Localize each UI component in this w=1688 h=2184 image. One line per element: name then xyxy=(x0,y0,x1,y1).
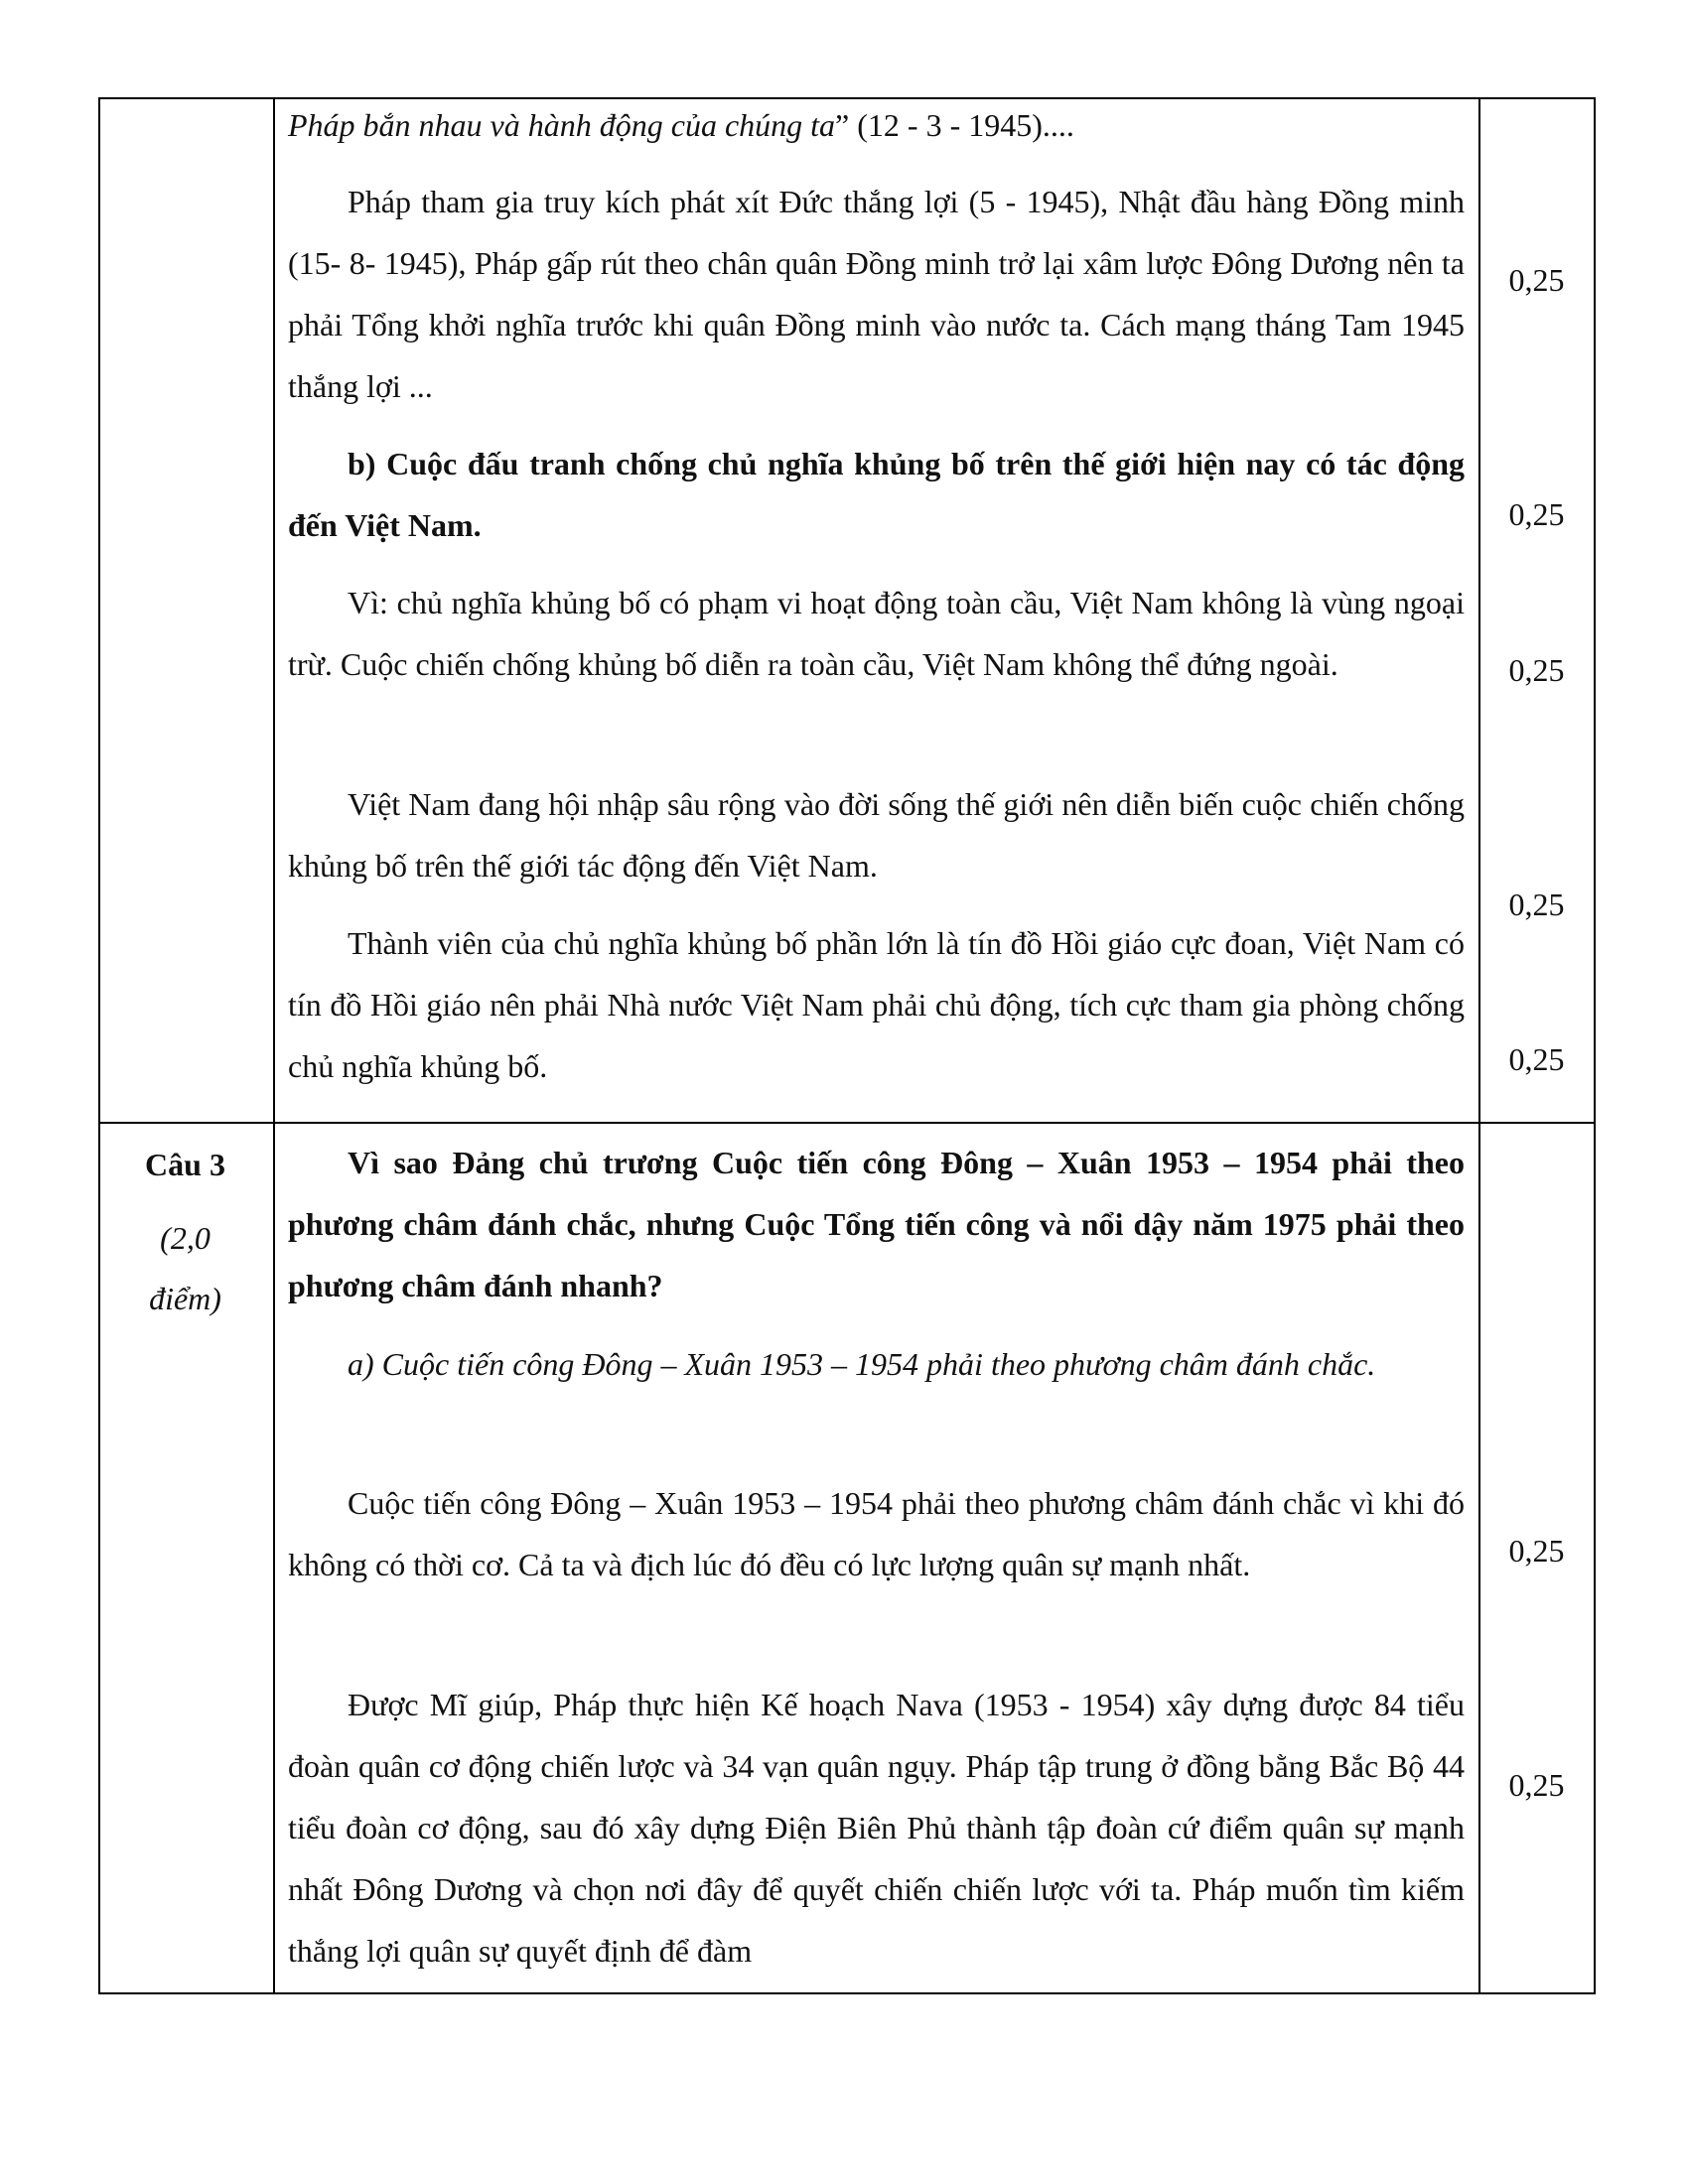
paragraph-no-opportunity: Cuộc tiến công Đông – Xuân 1953 – 1954 phải theo phương châm đánh chắc vì khi đó không có thời cơ. Cả ta và địch lúc đó đều có lực lượng quân sự mạnh nhất. xyxy=(288,1485,1465,1582)
paragraph-france-return: Pháp tham gia truy kích phát xít Đức thắng lợi (5 - 1945), Nhật đầu hàng Đồng minh (15- 8- 1945), Pháp gấp rút theo chân quân Đồng minh trở lại xâm lược Đông Dương nên ta phải Tổng khởi nghĩa trước khi quân Đồng minh vào nước ta. Cách mạng tháng Tam 1945 thắng lợi ... xyxy=(288,184,1465,404)
score-7: 0,25 xyxy=(1508,1767,1565,1803)
score-1: 0,25 xyxy=(1508,262,1565,298)
score-3: 0,25 xyxy=(1508,652,1565,688)
score-5: 0,25 xyxy=(1508,1041,1565,1077)
quote-italic: Pháp bắn nhau và hành động của chúng ta xyxy=(288,107,836,143)
question-points-line1: (2,0 xyxy=(160,1220,211,1256)
heading-b-terrorism: b) Cuộc đấu tranh chống chủ nghĩa khủng bố trên thế giới hiện nay có tác động đến Việt Nam. xyxy=(288,446,1465,543)
sub-question-a: a) Cuộc tiến công Đông – Xuân 1953 – 1954 phải theo phương châm đánh chắc. xyxy=(348,1346,1376,1382)
paragraph-navarre-plan: Được Mĩ giúp, Pháp thực hiện Kế hoạch Nava (1953 - 1954) xây dựng được 84 tiểu đoàn quân cơ động chiến lược và 34 vạn quân ngụy. Pháp tập trung ở đồng bằng Bắc Bộ 44 tiểu đoàn cơ động, sau đó xây dựng Điện Biên Phủ thành tập đoàn cứ điểm quân sự mạnh nhất Đông Dương và chọn nơi đây để quyết chiến chiến lược với ta. Pháp muốn tìm kiếm thắng lợi quân sự quyết định để đàm xyxy=(288,1687,1465,1969)
quote-date: ” (12 - 3 - 1945).... xyxy=(835,107,1074,143)
row-divider xyxy=(100,1122,1594,1124)
score-4: 0,25 xyxy=(1508,887,1565,922)
question-number: Câu 3 xyxy=(145,1147,225,1182)
paragraph-members: Thành viên của chủ nghĩa khủng bố phần lớn là tín đồ Hồi giáo cực đoan, Việt Nam có tín đồ Hồi giáo nên phải Nhà nước Việt Nam phải chủ động, tích cực tham gia phòng chống chủ nghĩa khủng bố. xyxy=(288,925,1465,1084)
column-divider-left xyxy=(273,99,275,1992)
paragraph-continuation xyxy=(288,94,1465,156)
paragraph-global-scope: Vì: chủ nghĩa khủng bố có phạm vi hoạt động toàn cầu, Việt Nam không là vùng ngoại trừ. Cuộc chiến chống khủng bố diễn ra toàn cầu, Việt Nam không thể đứng ngoài. xyxy=(288,585,1465,682)
question-points-line2: điểm) xyxy=(149,1281,221,1316)
paragraph-integration: Việt Nam đang hội nhập sâu rộng vào đời sống thế giới nên diễn biến cuộc chiến chống khủng bố trên thế giới tác động đến Việt Nam. xyxy=(288,786,1465,884)
score-6: 0,25 xyxy=(1508,1533,1565,1569)
question-text: Vì sao Đảng chủ trương Cuộc tiến công Đông – Xuân 1953 – 1954 phải theo phương châm đánh chắc, nhưng Cuộc Tổng tiến công và nổi dậy năm 1975 phải theo phương châm đánh nhanh? xyxy=(288,1145,1465,1303)
score-2: 0,25 xyxy=(1508,496,1565,532)
